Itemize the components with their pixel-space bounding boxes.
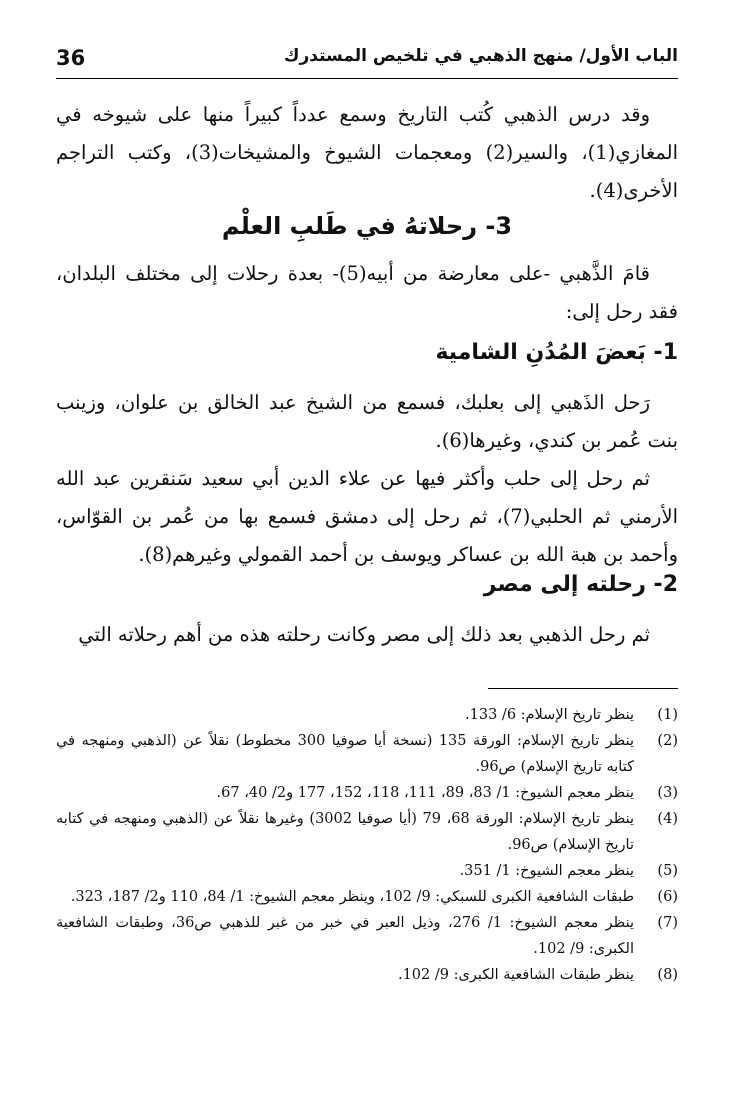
footnote-text: ينظر معجم الشيوخ: 1/ 351. <box>459 863 634 879</box>
sub1-paragraph-baalbek: رَحل الذَهبي إلى بعلبك، فسمع من الشيخ عبد الخالق بن علوان، وزينب بنت عُمر بن كندي، وغيرها(6). <box>56 391 678 452</box>
footnote <box>56 780 678 806</box>
footnote-text: ينظر معجم الشيوخ: 1/ 276، وذيل العبر في خبر من غبر للذهبي ص36، وطبقات الشافعية الكبرى: 9/ 102. <box>56 915 634 957</box>
footnote <box>56 884 678 910</box>
footnote-text: طبقات الشافعية الكبرى للسبكي: 9/ 102، وينظر معجم الشيوخ: 1/ 84، 110 و2/ 187، 323. <box>70 889 634 905</box>
footnote <box>56 702 678 728</box>
footnote <box>56 962 678 988</box>
footnote <box>56 728 678 780</box>
page-header <box>56 42 678 79</box>
footnote-number: (7) <box>657 915 678 931</box>
sub2-paragraph: ثم رحل الذهبي بعد ذلك إلى مصر وكانت رحلته هذه من أهم رحلاته التي <box>78 623 650 646</box>
footnote-number: (6) <box>657 889 678 905</box>
intro-paragraph: وقد درس الذهبي كُتب التاريخ وسمع عدداً كبيراً منها على شيوخه في المغازي(1)، والسير(2) ومعجمات الشيوخ والمشيخات(3)، وكتب التراجم الأخرى(4). <box>56 103 678 202</box>
section-paragraph: قامَ الذَّهبي -على معارضة من أبيه(5)- بعدة رحلات إلى مختلف البلدان، فقد رحل إلى: <box>56 262 678 323</box>
footnote-text: ينظر تاريخ الإسلام: الورقة 68، 79 (أيا صوفيا 3002) وغيرها نقلاً عن (الذهبي ومنهجه في كتابه تاريخ الإسلام) ص96. <box>56 811 635 853</box>
footnote-text: ينظر تاريخ الإسلام: الورقة 135 (نسخة أيا صوفيا 300 مخطوط) نقلاً عن (الذهبي ومنهجه في كتابه تاريخ الإسلام) ص96. <box>56 733 634 775</box>
footnote <box>56 858 678 884</box>
footnote-number: (2) <box>657 733 678 749</box>
subheading-levant-cities: 1- بَعضَ المُدُنِ الشامية <box>435 340 678 365</box>
subsection-2-block <box>56 616 678 654</box>
footnote-number: (1) <box>657 707 678 723</box>
subsection-1-block <box>56 384 678 574</box>
subheading-egypt-journey: 2- رحلته إلى مصر <box>483 572 678 597</box>
footnote-text: ينظر معجم الشيوخ: 1/ 83، 89، 111، 118، 152، 177 و2/ 40، 67. <box>216 785 634 801</box>
footnote-number: (4) <box>657 811 678 827</box>
footnote <box>56 910 678 962</box>
footnote <box>56 806 678 858</box>
page-number: 36 <box>56 46 86 70</box>
intro-paragraph-block <box>56 96 678 210</box>
running-title: الباب الأول/ منهج الذهبي في تلخيص المستدرك <box>283 46 678 66</box>
footnote-text: ينظر طبقات الشافعية الكبرى: 9/ 102. <box>397 967 634 983</box>
footnotes-list <box>56 702 678 988</box>
sub1-paragraph-aleppo: ثم رحل إلى حلب وأكثر فيها عن علاء الدين أبي سعيد سَنقرين عبد الله الأرمني ثم الحلبي(7)، ثم رحل إلى دمشق فسمع بها من عُمر بن القوّاس، وأحمد بن هبة الله بن عساكر ويوسف بن أحمد القمولي وغيرهم(8). <box>56 467 678 566</box>
footnote-number: (3) <box>657 785 678 801</box>
footnote-divider <box>488 688 678 689</box>
section-heading: 3- رحلاتهُ في طَلبِ العلْم <box>221 212 513 240</box>
footnote-number: (5) <box>657 863 678 879</box>
section-paragraph-block <box>56 255 678 331</box>
footnote-number: (8) <box>657 967 678 983</box>
footnote-text: ينظر تاريخ الإسلام: 6/ 133. <box>465 707 634 723</box>
